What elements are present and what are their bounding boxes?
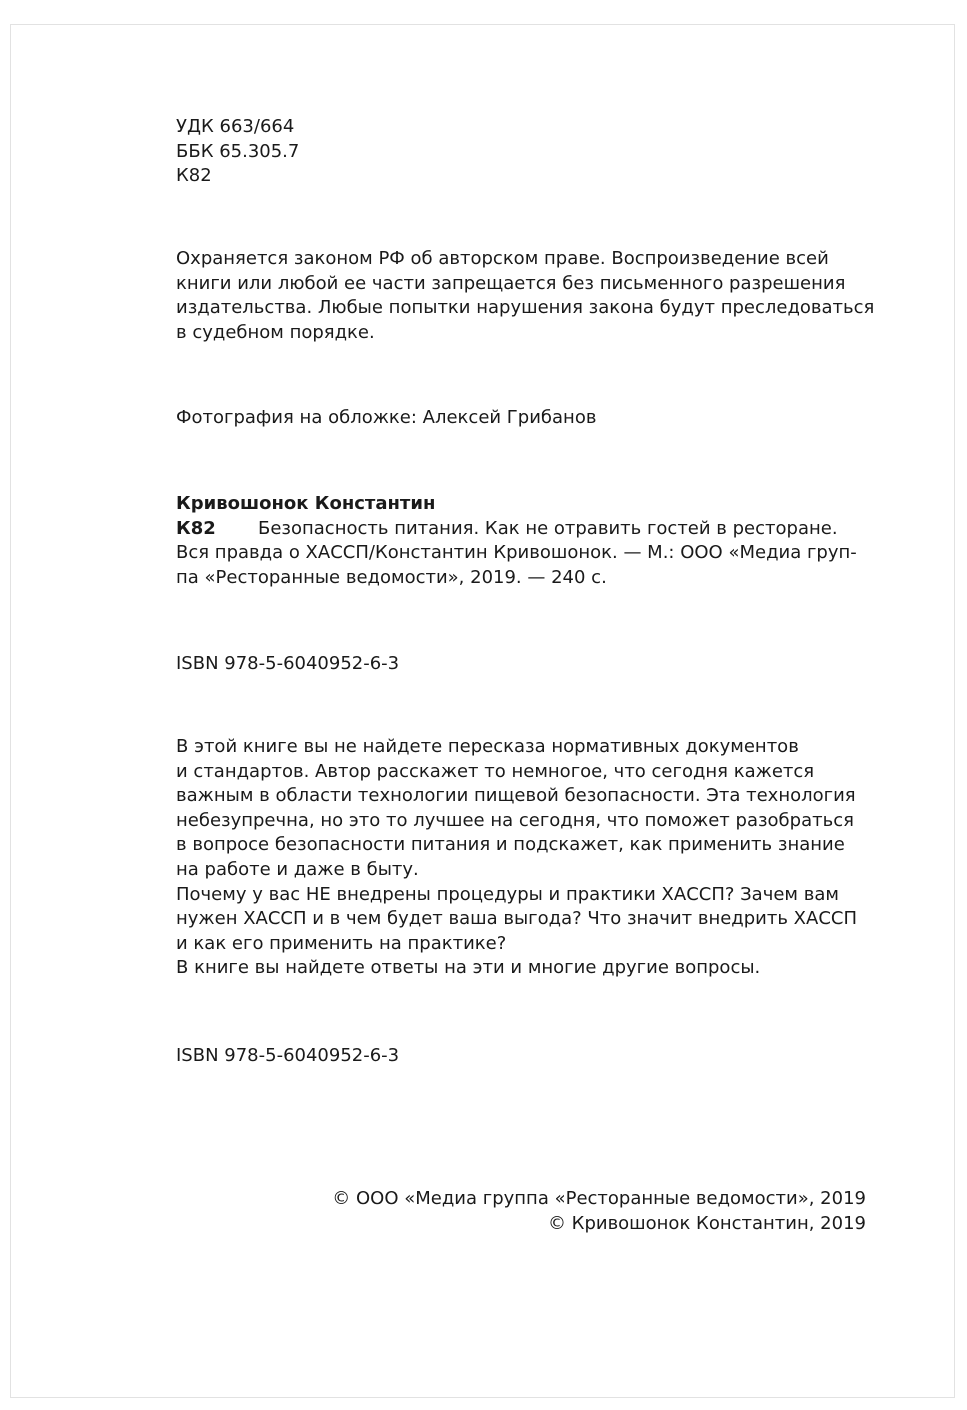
annotation-line: небезупречна, но это то лучшее на сегодня, что поможет разобраться <box>176 809 854 831</box>
annotation-line: и как его применить на практике? <box>176 932 507 954</box>
bibliographic-line: Вся правда о ХАССП/Константин Кривошонок. — М.: ООО «Медиа груп- <box>176 542 857 564</box>
annotation-line: и стандартов. Автор расскажет то немногое, что сегодня кажется <box>176 760 815 782</box>
annotation-line: важным в области технологии пищевой безопасности. Эта технология <box>176 785 856 807</box>
copyright-block <box>176 1187 866 1236</box>
isbn-text: ISBN 978-5-6040952-6-3 <box>176 653 400 674</box>
author-copyright: © Кривошонок Константин, 2019 <box>547 1212 866 1234</box>
author-mark: К82 <box>176 165 212 187</box>
copyright-notice-line: Охраняется законом РФ об авторском праве. Воспроизведение всей <box>176 248 829 269</box>
copyright-notice-line: в судебном порядке. <box>176 321 375 343</box>
annotation-line: В этой книге вы не найдете пересказа нормативных документов <box>176 736 799 757</box>
bibliographic-code: К82 <box>176 517 216 539</box>
bibliographic-first-line <box>176 517 866 542</box>
isbn-text: ISBN 978-5-6040952-6-3 <box>176 1045 400 1066</box>
publisher-copyright: © ООО «Медиа группа «Ресторанные ведомости», 2019 <box>332 1188 866 1209</box>
annotation-line: Почему у вас НЕ внедрены процедуры и практики ХАССП? Зачем вам <box>176 883 839 905</box>
classification-block <box>176 115 866 189</box>
author-name: Кривошонок Константин <box>176 493 436 514</box>
annotation <box>176 735 866 981</box>
bbk-code: ББК 65.305.7 <box>176 140 300 162</box>
book-title: Безопасность питания. Как не отравить гостей в ресторане. <box>258 517 838 539</box>
bibliographic-line: па «Ресторанные ведомости», 2019. — 240 с. <box>176 566 607 588</box>
isbn-bottom <box>176 1044 866 1069</box>
copyright-notice-line: книги или любой ее части запрещается без письменного разрешения <box>176 272 846 294</box>
annotation-line: В книге вы найдете ответы на эти и многие другие вопросы. <box>176 957 761 979</box>
copyright-notice <box>176 247 875 345</box>
isbn-top <box>176 652 866 677</box>
photo-credit <box>176 406 866 431</box>
photo-credit-text: Фотография на обложке: Алексей Грибанов <box>176 407 597 428</box>
annotation-line: нужен ХАССП и в чем будет ваша выгода? Что значит внедрить ХАССП <box>176 908 858 930</box>
annotation-line: на работе и даже в быту. <box>176 858 419 880</box>
udk-code: УДК 663/664 <box>176 116 295 137</box>
copyright-notice-line: издательства. Любые попытки нарушения закона будут преследоваться <box>176 297 875 319</box>
annotation-line: в вопросе безопасности питания и подскажет, как применить знание <box>176 834 845 856</box>
bibliographic-record <box>176 492 866 590</box>
